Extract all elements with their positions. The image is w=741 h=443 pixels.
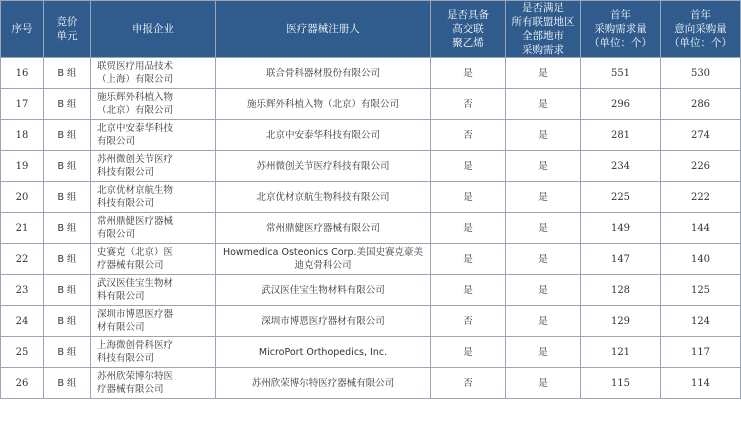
cell-first-year-demand: 296 <box>581 89 661 120</box>
cell-meets-demand: 是 <box>506 151 581 182</box>
cell-first-year-demand: 147 <box>581 244 661 275</box>
table-row <box>1 89 741 120</box>
cell-unit: B 组 <box>44 58 91 89</box>
cell-first-year-demand: 149 <box>581 213 661 244</box>
cell-meets-demand: 是 <box>506 213 581 244</box>
cell-registrant: 苏州欣荣博尔特医疗器械有限公司 <box>216 368 431 399</box>
header-uhmwpe: 是否具备 高交联 聚乙烯 <box>431 1 506 58</box>
cell-meets-demand: 是 <box>506 182 581 213</box>
cell-first-year-demand: 128 <box>581 275 661 306</box>
cell-first-year-intent: 226 <box>661 151 741 182</box>
header-unit: 竞价 单元 <box>44 1 91 58</box>
cell-index: 20 <box>1 182 44 213</box>
cell-first-year-intent: 114 <box>661 368 741 399</box>
cell-meets-demand: 是 <box>506 337 581 368</box>
cell-registrant: MicroPort Orthopedics, Inc. <box>216 337 431 368</box>
cell-first-year-intent: 144 <box>661 213 741 244</box>
cell-registrant: 北京优材京航生物科技有限公司 <box>216 182 431 213</box>
cell-meets-demand: 是 <box>506 306 581 337</box>
cell-uhmwpe: 否 <box>431 120 506 151</box>
header-company: 申报企业 <box>91 1 216 58</box>
cell-index: 25 <box>1 337 44 368</box>
cell-uhmwpe: 是 <box>431 151 506 182</box>
cell-company: 常州鼎健医疗器械 有限公司 <box>91 213 216 244</box>
cell-unit: B 组 <box>44 368 91 399</box>
cell-index: 18 <box>1 120 44 151</box>
cell-company: 北京中安泰华科技 有限公司 <box>91 120 216 151</box>
cell-first-year-intent: 140 <box>661 244 741 275</box>
table-row <box>1 58 741 89</box>
cell-index: 26 <box>1 368 44 399</box>
cell-index: 16 <box>1 58 44 89</box>
cell-company: 武汉医佳宝生物材 料有限公司 <box>91 275 216 306</box>
cell-uhmwpe: 是 <box>431 213 506 244</box>
cell-index: 24 <box>1 306 44 337</box>
cell-uhmwpe: 否 <box>431 89 506 120</box>
cell-registrant: 北京中安泰华科技有限公司 <box>216 120 431 151</box>
cell-index: 23 <box>1 275 44 306</box>
cell-unit: B 组 <box>44 306 91 337</box>
header-index: 序号 <box>1 1 44 58</box>
cell-first-year-demand: 115 <box>581 368 661 399</box>
cell-first-year-demand: 225 <box>581 182 661 213</box>
cell-first-year-intent: 222 <box>661 182 741 213</box>
cell-uhmwpe: 是 <box>431 182 506 213</box>
cell-unit: B 组 <box>44 151 91 182</box>
cell-uhmwpe: 是 <box>431 244 506 275</box>
cell-company: 苏州微创关节医疗 科技有限公司 <box>91 151 216 182</box>
cell-company: 苏州欣荣博尔特医 疗器械有限公司 <box>91 368 216 399</box>
cell-uhmwpe: 是 <box>431 275 506 306</box>
header-row <box>1 1 741 58</box>
cell-index: 19 <box>1 151 44 182</box>
cell-first-year-demand: 129 <box>581 306 661 337</box>
cell-registrant: 联合骨科器材股份有限公司 <box>216 58 431 89</box>
cell-meets-demand: 是 <box>506 244 581 275</box>
cell-index: 22 <box>1 244 44 275</box>
cell-first-year-intent: 117 <box>661 337 741 368</box>
cell-registrant: Howmedica Osteonics Corp.美国史赛克豪美 迪克骨科公司 <box>216 244 431 275</box>
cell-company: 深圳市博恩医疗器 材有限公司 <box>91 306 216 337</box>
header-first-year-demand: 首年 采购需求量 （单位：个） <box>581 1 661 58</box>
cell-registrant: 武汉医佳宝生物材料有限公司 <box>216 275 431 306</box>
cell-first-year-demand: 121 <box>581 337 661 368</box>
cell-meets-demand: 是 <box>506 120 581 151</box>
cell-first-year-intent: 530 <box>661 58 741 89</box>
cell-uhmwpe: 否 <box>431 368 506 399</box>
cell-first-year-intent: 124 <box>661 306 741 337</box>
cell-company: 联贸医疗用品技术 （上海）有限公司 <box>91 58 216 89</box>
cell-company: 施乐辉外科植入物 （北京）有限公司 <box>91 89 216 120</box>
cell-registrant: 深圳市博恩医疗器材有限公司 <box>216 306 431 337</box>
table-row <box>1 120 741 151</box>
table-row <box>1 244 741 275</box>
cell-registrant: 苏州微创关节医疗科技有限公司 <box>216 151 431 182</box>
cell-uhmwpe: 是 <box>431 58 506 89</box>
cell-meets-demand: 是 <box>506 89 581 120</box>
cell-first-year-intent: 125 <box>661 275 741 306</box>
table-row <box>1 306 741 337</box>
table-row <box>1 337 741 368</box>
cell-unit: B 组 <box>44 120 91 151</box>
cell-unit: B 组 <box>44 275 91 306</box>
header-registrant: 医疗器械注册人 <box>216 1 431 58</box>
cell-uhmwpe: 是 <box>431 337 506 368</box>
cell-registrant: 常州鼎健医疗器械有限公司 <box>216 213 431 244</box>
cell-registrant: 施乐辉外科植入物（北京）有限公司 <box>216 89 431 120</box>
cell-company: 史赛克（北京）医 疗器械有限公司 <box>91 244 216 275</box>
cell-first-year-demand: 281 <box>581 120 661 151</box>
cell-unit: B 组 <box>44 182 91 213</box>
cell-meets-demand: 是 <box>506 368 581 399</box>
cell-index: 17 <box>1 89 44 120</box>
table-body <box>1 58 741 399</box>
header-first-year-intent: 首年 意向采购量 （单位：个） <box>661 1 741 58</box>
cell-unit: B 组 <box>44 213 91 244</box>
cell-first-year-demand: 551 <box>581 58 661 89</box>
table-row <box>1 182 741 213</box>
cell-company: 北京优材京航生物 科技有限公司 <box>91 182 216 213</box>
table-row <box>1 275 741 306</box>
cell-company: 上海微创骨科医疗 科技有限公司 <box>91 337 216 368</box>
header-meets-demand: 是否满足 所有联盟地区 全部地市 采购需求 <box>506 1 581 58</box>
table-row <box>1 213 741 244</box>
cell-meets-demand: 是 <box>506 275 581 306</box>
table-row <box>1 368 741 399</box>
cell-index: 21 <box>1 213 44 244</box>
cell-first-year-intent: 286 <box>661 89 741 120</box>
table-row <box>1 151 741 182</box>
cell-unit: B 组 <box>44 89 91 120</box>
cell-uhmwpe: 否 <box>431 306 506 337</box>
cell-first-year-intent: 274 <box>661 120 741 151</box>
cell-unit: B 组 <box>44 337 91 368</box>
cell-first-year-demand: 234 <box>581 151 661 182</box>
cell-meets-demand: 是 <box>506 58 581 89</box>
cell-unit: B 组 <box>44 244 91 275</box>
